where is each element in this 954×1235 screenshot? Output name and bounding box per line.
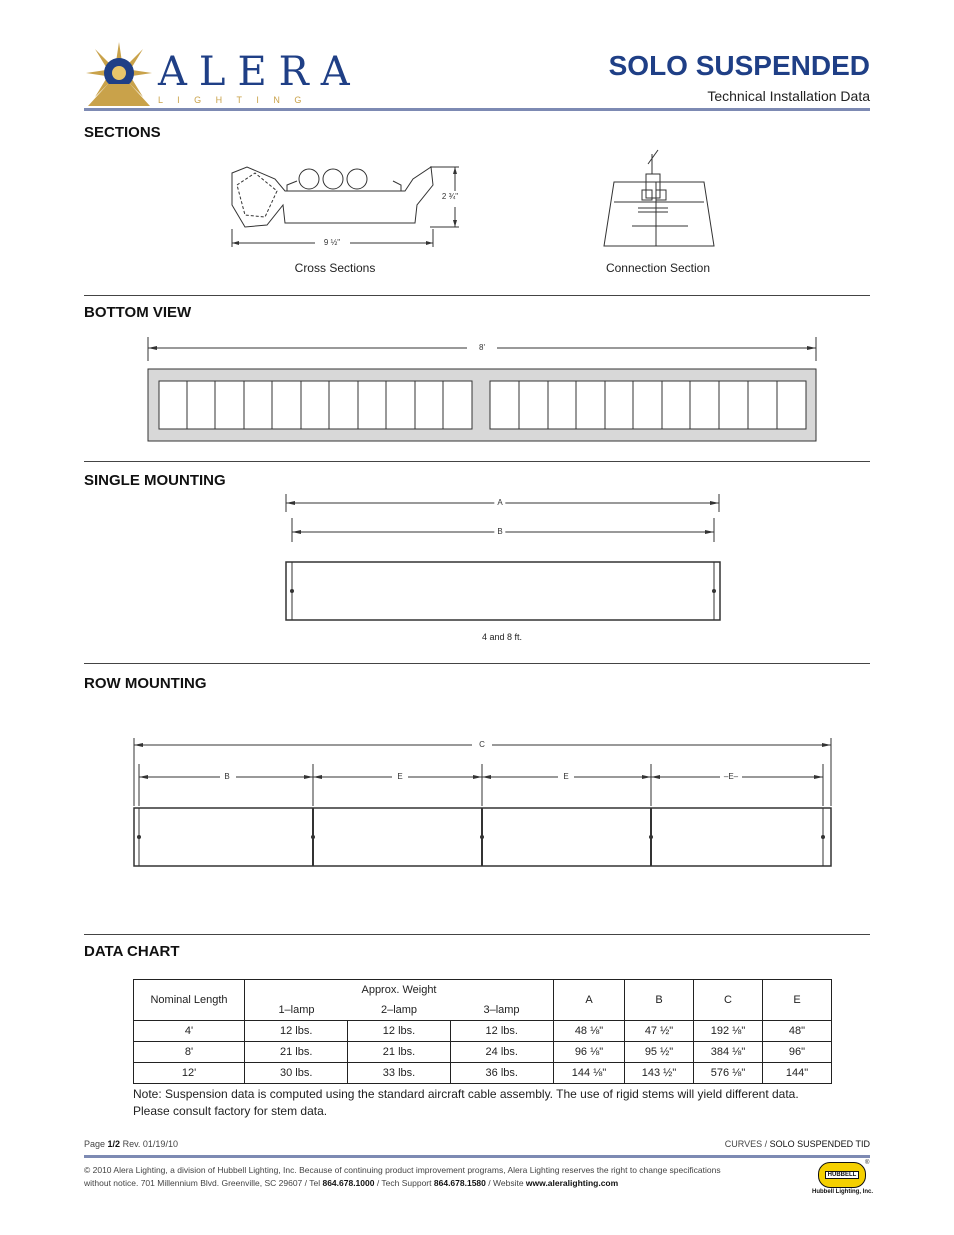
cell-c: 576 ⅛" — [694, 1063, 763, 1084]
dimension-e-2: E — [560, 772, 571, 781]
cell-weight-1: 12 lbs. — [245, 1021, 348, 1042]
cell-e: 144" — [763, 1063, 832, 1084]
connection-section-caption: Connection Section — [605, 261, 711, 275]
dimension-e-3: –E– — [721, 772, 741, 781]
dimension-e-1: E — [394, 772, 405, 781]
cell-weight-1: 21 lbs. — [245, 1042, 348, 1063]
cell-weight-2: 21 lbs. — [348, 1042, 450, 1063]
hubbell-logo-text: HUBBELL — [825, 1171, 860, 1179]
website-link[interactable]: www.aleralighting.com — [525, 1178, 619, 1188]
contact-line — [84, 1178, 618, 1188]
cell-weight-1: 30 lbs. — [245, 1063, 348, 1084]
cell-c: 384 ⅛" — [694, 1042, 763, 1063]
copyright-line-1: © 2010 Alera Lighting, a division of Hubbell Lighting, Inc. Because of continuing product improvement programs, Alera Lighting reserves the right to change specifications — [84, 1165, 721, 1175]
document-name: SOLO SUSPENDED TID — [769, 1139, 870, 1149]
cell-b: 95 ½" — [625, 1042, 694, 1063]
header-a: A — [554, 980, 625, 1021]
cell-length: 8' — [134, 1042, 245, 1063]
section-divider — [84, 295, 870, 296]
brand-name: ALERA — [158, 49, 362, 95]
note-line-1: Note: Suspension data is computed using the standard aircraft cable assembly. The use of rigid stems will yield different data. — [133, 1087, 799, 1101]
table-row — [134, 1063, 832, 1084]
header-2-lamp: 2–lamp — [348, 1000, 450, 1021]
table-row — [134, 1042, 832, 1063]
header-c: C — [694, 980, 763, 1021]
cell-weight-2: 12 lbs. — [348, 1021, 450, 1042]
dimension-b: B — [494, 527, 505, 536]
hubbell-logo — [818, 1162, 866, 1188]
table-row — [134, 1021, 832, 1042]
page-title: SOLO SUSPENDED — [608, 50, 870, 81]
header-1-lamp: 1–lamp — [245, 1000, 348, 1021]
page-prefix: Page — [84, 1139, 106, 1149]
cross-sections-caption: Cross Sections — [294, 261, 376, 275]
section-divider — [84, 663, 870, 664]
brand-subtitle: L I G H T I N G — [158, 95, 308, 105]
cell-weight-3: 36 lbs. — [450, 1063, 553, 1084]
width-dimension: 9 ½" — [321, 238, 343, 247]
curves-prefix: CURVES / — [724, 1139, 768, 1149]
phone-number[interactable]: 864.678.1000 — [322, 1178, 375, 1188]
single-mounting-title: SINGLE MOUNTING — [84, 472, 226, 489]
page-number: 1/2 — [107, 1139, 121, 1149]
cell-weight-3: 24 lbs. — [450, 1042, 553, 1063]
cell-weight-2: 33 lbs. — [348, 1063, 450, 1084]
section-divider — [84, 934, 870, 935]
dimension-a: A — [494, 498, 505, 507]
single-mounting-caption: 4 and 8 ft. — [481, 632, 523, 642]
cell-length: 12' — [134, 1063, 245, 1084]
cell-a: 48 ⅛" — [554, 1021, 625, 1042]
hubbell-name: Hubbell Lighting, Inc. — [812, 1189, 873, 1195]
cell-c: 192 ⅛" — [694, 1021, 763, 1042]
header-3-lamp: 3–lamp — [450, 1000, 553, 1021]
registered-mark: ® — [865, 1160, 870, 1166]
cell-b: 47 ½" — [625, 1021, 694, 1042]
bottom-length-dimension: 8' — [476, 343, 488, 352]
alera-logo-icon — [84, 40, 154, 106]
sections-title: SECTIONS — [84, 124, 161, 141]
header-b: B — [625, 980, 694, 1021]
height-dimension: 2 ¾" — [439, 192, 461, 201]
page-subtitle: Technical Installation Data — [707, 88, 870, 104]
header-rule — [84, 108, 870, 111]
bottom-view-drawing — [145, 337, 820, 445]
website-prefix: / Website — [488, 1178, 524, 1188]
cell-a: 144 ⅛" — [554, 1063, 625, 1084]
row-mounting-drawing — [130, 736, 836, 870]
revision: Rev. 01/19/10 — [122, 1139, 178, 1149]
tech-support-prefix: / Tech Support — [376, 1178, 432, 1188]
cell-weight-3: 12 lbs. — [450, 1021, 553, 1042]
bottom-view-title: BOTTOM VIEW — [84, 304, 192, 321]
header-e: E — [763, 980, 832, 1021]
header-approx-weight: Approx. Weight — [245, 980, 554, 1001]
dimension-c: C — [476, 740, 488, 749]
row-mounting-title: ROW MOUNTING — [84, 675, 207, 692]
tech-support-number[interactable]: 864.678.1580 — [433, 1178, 486, 1188]
dimension-b-row: B — [221, 772, 232, 781]
note-line-2: Please consult factory for stem data. — [133, 1104, 328, 1118]
data-chart-title: DATA CHART — [84, 943, 180, 960]
footer-rule — [84, 1155, 870, 1158]
connection-section-drawing — [598, 146, 720, 250]
cell-e: 96" — [763, 1042, 832, 1063]
page-info — [84, 1139, 178, 1149]
section-divider — [84, 461, 870, 462]
data-chart-table — [133, 979, 832, 1084]
cell-e: 48" — [763, 1021, 832, 1042]
header-nominal-length: Nominal Length — [134, 980, 245, 1021]
cell-b: 143 ½" — [625, 1063, 694, 1084]
cell-length: 4' — [134, 1021, 245, 1042]
single-mounting-drawing — [283, 494, 725, 626]
cross-section-drawing — [225, 155, 470, 255]
address-text: without notice. 701 Millennium Blvd. Greenville, SC 29607 / Tel — [84, 1178, 321, 1188]
document-ref — [725, 1139, 870, 1149]
cell-a: 96 ⅛" — [554, 1042, 625, 1063]
